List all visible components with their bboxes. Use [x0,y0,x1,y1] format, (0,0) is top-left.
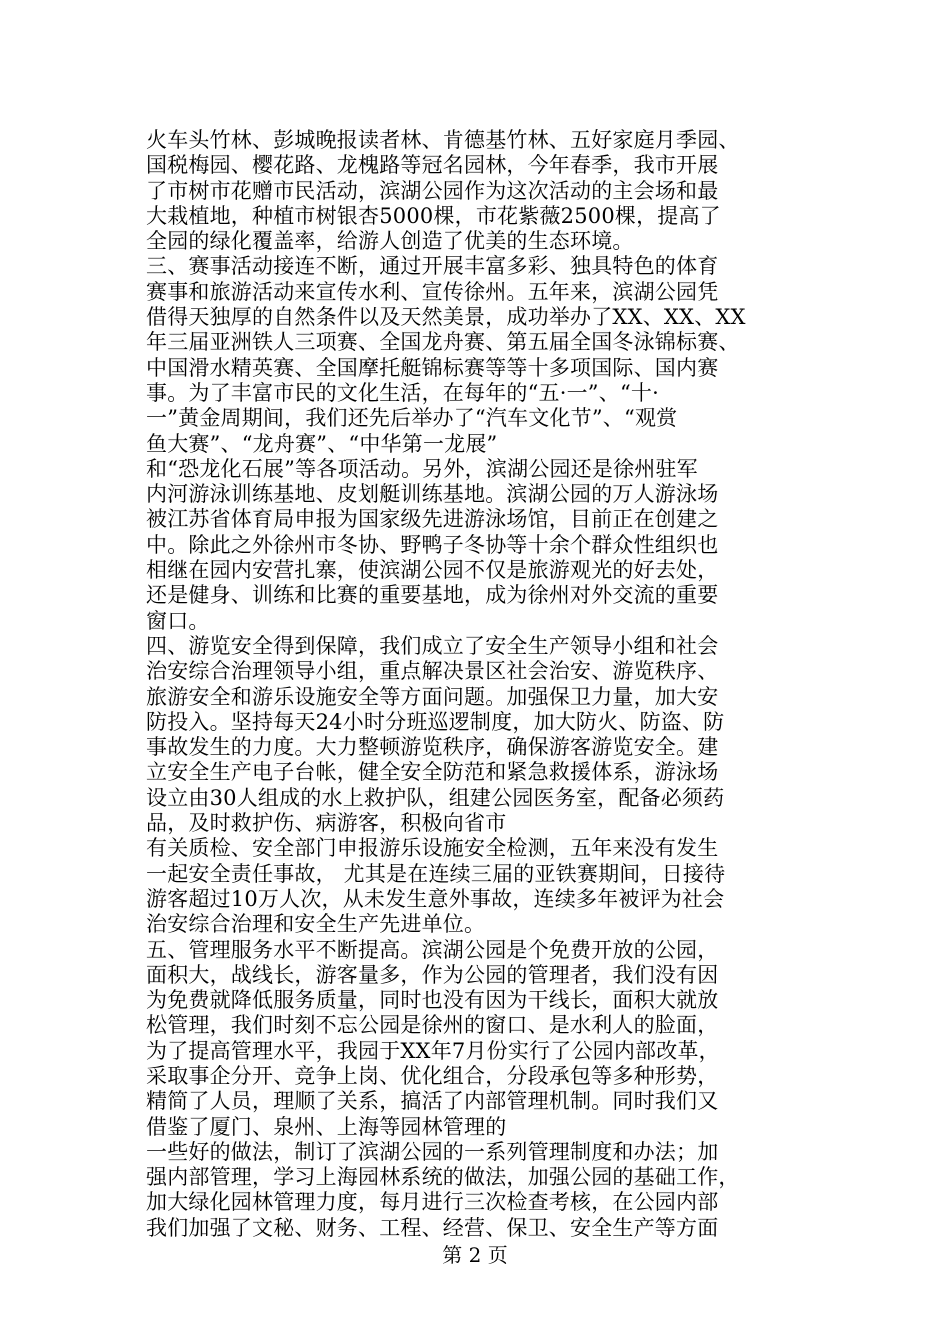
text-line: 为了提高管理水平，我园于XX年7月份实行了公园内部改革， [146,1038,720,1063]
text-line: 加大绿化园林管理力度，每月进行三次检查考核，在公园内部 [146,1190,719,1215]
text-line: 还是健身、训练和比赛的重要基地，成为徐州对外交流的重要 [146,583,719,608]
text-line: 被江苏省体育局申报为国家级先进游泳场馆，目前正在创建之 [146,507,719,532]
text-line: 强内部管理，学习上海园林系统的做法，加强公园的基础工作， [146,1165,740,1190]
text-line: 治安综合治理领导小组，重点解决景区社会治安、游览秩序、 [146,659,719,684]
page-number: 第 2 页 [442,1243,508,1267]
text-line: 有关质检、安全部门申报游乐设施安全检测，五年来没有发生 [146,836,719,861]
text-line: 国税梅园、樱花路、龙槐路等冠名园林，今年春季，我市开展 [146,153,719,178]
text-line: 事。为了丰富市民的文化生活，在每年的“五·一”、“十· [146,380,659,405]
text-line: 精简了人员，理顺了关系，搞活了内部管理机制。同时我们又 [146,1089,719,1114]
text-line: 游客超过10万人次，从未发生意外事故，连续多年被评为社会 [146,886,725,911]
text-line: 内河游泳训练基地、皮划艇训练基地。滨湖公园的万人游泳场 [146,482,719,507]
text-line: 五、管理服务水平不断提高。滨湖公园是个免费开放的公园， [146,937,719,962]
text-line: 相继在园内安营扎寨，使滨湖公园不仅是旅游观光的好去处， [146,558,719,583]
text-line: 鱼大赛”、“龙舟赛”、“中华第一龙展” [146,431,498,456]
text-line: 中。除此之外徐州市冬协、野鸭子冬协等十余个群众性组织也 [146,532,719,557]
text-line: 了市树市花赠市民活动，滨湖公园作为这次活动的主会场和最 [146,178,719,203]
text-line: 面积大，战线长，游客量多，作为公园的管理者，我们没有因 [146,962,719,987]
text-line: 三、赛事活动接连不断，通过开展丰富多彩、独具特色的体育 [146,254,719,279]
text-line: 旅游安全和游乐设施安全等方面问题。加强保卫力量，加大安 [146,684,719,709]
text-line: 立安全生产电子台帐，健全安全防范和紧急救援体系，游泳场 [146,760,719,785]
text-line: 品，及时救护伤、病游客，积极向省市 [146,811,507,836]
text-line: 设立由30人组成的水上救护队，组建公园医务室，配备必须药 [146,785,725,810]
text-line: 四、游览安全得到保障，我们成立了安全生产领导小组和社会 [146,633,719,658]
text-line: 为免费就降低服务质量，同时也没有因为干线长，面积大就放 [146,988,719,1013]
text-line: 窗口。 [146,608,210,633]
text-line: 一起安全责任事故， 尤其是在连续三届的亚铁赛期间，日接待 [146,861,726,886]
text-line: 中国滑水精英赛、全国摩托艇锦标赛等等十多项国际、国内赛 [146,355,719,380]
text-line: 和“恐龙化石展”等各项活动。另外，滨湖公园还是徐州驻军 [146,456,698,481]
text-line: 借鉴了厦门、泉州、上海等园林管理的 [146,1114,507,1139]
text-line: 我们加强了文秘、财务、工程、经营、保卫、安全生产等方面 [146,1215,719,1240]
text-line: 一”黄金周期间，我们还先后举办了“汽车文化节”、“观赏 [146,406,678,431]
text-line: 年三届亚洲铁人三项赛、全国龙舟赛、第五届全国冬泳锦标赛、 [146,330,740,355]
text-line: 全园的绿化覆盖率，给游人创造了优美的生态环境。 [146,229,634,254]
text-line: 事故发生的力度。大力整顿游览秩序，确保游客游览安全。建 [146,735,719,760]
text-line: 火车头竹林、彭城晚报读者林、肯德基竹林、五好家庭月季园、 [146,128,740,152]
text-line: 借得天独厚的自然条件以及天然美景，成功举办了XX、XX、XX [146,305,746,330]
text-line: 防投入。坚持每天24小时分班巡逻制度，加大防火、防盗、防 [146,709,725,734]
text-line: 治安综合治理和安全生产先进单位。 [146,912,486,937]
text-line: 大栽植地，种植市树银杏5000棵，市花紫薇2500棵，提高了 [146,203,721,228]
document-body [146,128,812,1241]
text-line: 松管理，我们时刻不忘公园是徐州的窗口、是水利人的脸面， [146,1013,719,1038]
text-line: 采取事企分开、竞争上岗、优化组合，分段承包等多种形势， [146,1063,719,1088]
text-line: 赛事和旅游活动来宣传水利、宣传徐州。五年来，滨湖公园凭 [146,279,719,304]
text-line: 一些好的做法，制订了滨湖公园的一系列管理制度和办法；加 [146,1139,719,1164]
